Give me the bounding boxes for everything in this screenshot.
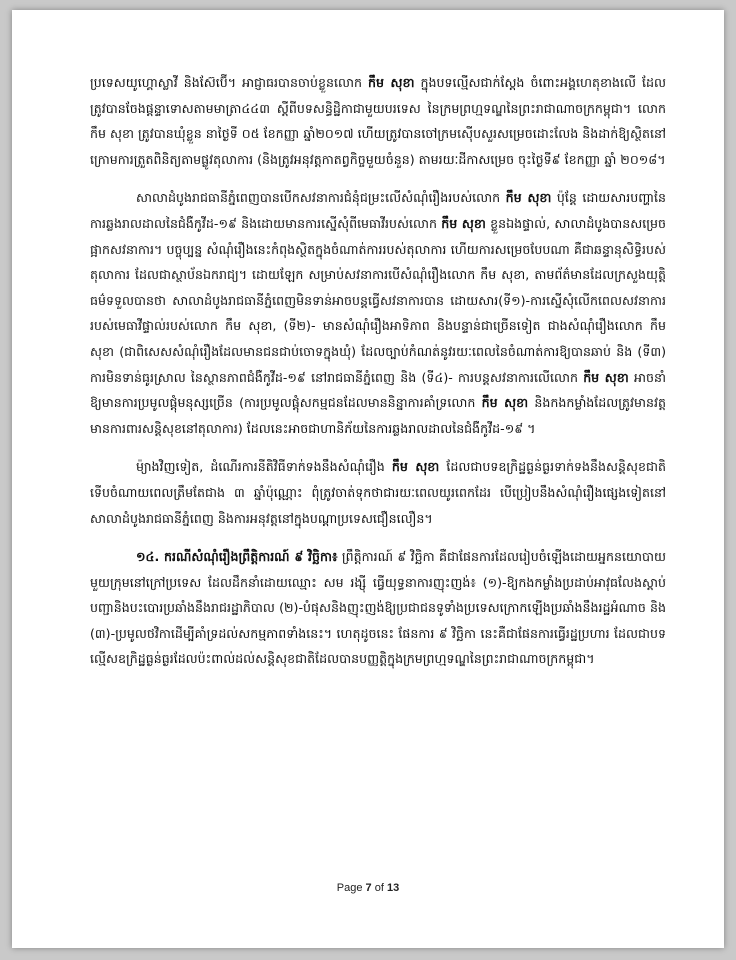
total-page-count: 13 bbox=[386, 882, 400, 894]
page-content bbox=[90, 70, 666, 685]
text-run: ម៉្យាងវិញទៀត, ដំណើរការនីតិវិធីទាក់ទងនឹងសំណុំរឿង bbox=[136, 459, 392, 475]
text-run: ប៉ុន្តែ ដោយសារបញ្ហានៃការឆ្លងរាលដាលនៃជំងឺកូវីដ-១៩ និងដោយមានការស្នើសុំពីមេធាវីរបស់លោក bbox=[90, 190, 667, 231]
text-run: ដែលជាបទឧក្រិដ្ឋធ្ងន់ធ្ងរទាក់ទងនឹងសន្តិសុខជាតិ ទើបចំណាយពេលត្រឹមតែជាង ៣ ឆ្នាំប៉ុណ្ណោះ ពុំត្រូវចាត់ទុកថាជារយៈពេលយូរពេកដែរ បើប្រៀបនឹងសំណុំរឿងផ្សេងទៀតនៅសាលាដំបូងរាជធានីភ្នំពេញ និងការអនុវត្តនៅក្នុងបណ្តាប្រទេសជឿនលឿន។ bbox=[90, 459, 666, 526]
text-run: ខ្លួនឯងផ្ទាល់, សាលាដំបូងបានសម្រេចផ្អាកសវនាការ។ បច្ចុប្បន្ន សំណុំរឿងនេះកំពុងស្ថិតក្នុងចំណាត់ការរបស់តុលាការ ហើយការសម្រេចបែបណា គឺជាឆន្ទានុសិទ្ធិរបស់តុលាការ ដែលជាស្ថាប័នឯករាជ្យ។ ដោយឡែក សម្រាប់សវនាការបើសំណុំរឿងលោក កឹម សុខា, តាមព័ត៌មានដែលក្រសួងយុត្តិធម៌ទទួលបានថា សាលាដំបូងរាជធានីភ្នំពេញមិនទាន់អាចបន្តធ្វើសវនាការបាន ដោយសារ(ទី១)-ការស្នើសុំលើកពេលសវនាការរបស់មេធាវីផ្ទាល់របស់លោក កឹម សុខា, (ទី២)- មានសំណុំរឿងអាទិភាព និងបន្ទាន់ជាច្រើនទៀត ជាងសំណុំរឿងលោក កឹម សុខា (ជាពិសេសសំណុំរឿងដែលមានជនជាប់ចោទក្នុងឃុំ) ដែលច្បាប់កំណត់នូវរយៈពេលនៃចំណាត់ការឱ្យបានឆាប់ និង (ទី៣) ការមិនទាន់ធូរស្រាល នៃស្ថានភាពជំងឺកូវីដ-១៩ នៅរាជធានីភ្នំពេញ និង (ទី៤)- ការបន្តសវនាការលើលោក bbox=[90, 215, 667, 385]
bold-text-run: កឹម សុខា bbox=[583, 369, 629, 385]
footer-middle: of bbox=[371, 882, 387, 894]
current-page-number: 7 bbox=[365, 882, 372, 894]
bold-text-run: កឹម សុខា bbox=[441, 215, 486, 231]
bold-text-run: កឹម សុខា bbox=[505, 190, 552, 206]
paragraph-1 bbox=[90, 70, 666, 172]
text-run: ព្រឹត្តិការណ៍ ៩ វិច្ឆិកា គឺជាផែនការដែលរៀបចំឡើងដោយអ្នកនយោបាយមួយក្រុមនៅក្រៅប្រទេស ដែលដឹកនាំដោយឈ្មោះ សម រង្ស៊ី ធ្វើយុទ្ធនាការញុះញង់៖ (១)-ឱ្យកងកម្លាំងប្រដាប់អាវុធលែងស្តាប់បញ្ជានិងបះបោរប្រឆាំងនឹងរាជរដ្ឋាភិបាល (២)-បំផុសនិងញុះញង់ឱ្យប្រជាជនទូទាំងប្រទេសក្រោកឡើងប្រឆាំងនឹងរដ្ឋអំណាច និង (៣)-ប្រមូលថវិកាដើម្បីគាំទ្រដល់សកម្មភាពទាំងនេះ។ ហេតុដូចនេះ ផែនការ ៩ វិច្ឆិកា នេះគឺជាផែនការធ្វើរដ្ឋប្រហារ ដែលជាបទល្មើសឧក្រិដ្ឋធ្ងន់ធ្ងរដែលប៉ះពាល់ដល់សន្តិសុខជាតិដែលបានបញ្ញត្តិក្នុងក្រមព្រហ្មទណ្ឌនៃព្រះរាជាណាចក្រកម្ពុជា។ bbox=[90, 549, 666, 667]
bold-text-run: កឹម សុខា bbox=[481, 395, 529, 411]
paragraph-2 bbox=[90, 185, 666, 441]
bold-text-run: ១៤. ករណីសំណុំរឿងព្រឹត្តិការណ៍ ៩ វិច្ឆិកា៖ bbox=[136, 549, 338, 565]
footer-prefix: Page bbox=[336, 882, 366, 894]
text-run: ប្រទេសយូហ្គោស្លាវី និងស៊ែប៊ើ។ អាជ្ញាធរបានចាប់ខ្លួនលោក bbox=[90, 75, 369, 90]
bold-text-run: កឹម សុខា bbox=[391, 459, 440, 475]
text-run: សាលាដំបូងរាជធានីភ្នំពេញបានបើកសវនាការជំនុំជម្រះលើសំណុំរឿងរបស់លោក bbox=[136, 190, 506, 206]
paragraph-3 bbox=[90, 454, 666, 531]
text-run: អាចនាំឱ្យមានការប្រមូលផ្តុំមនុស្សច្រើន (ការប្រមូលផ្តុំសកម្មជនដែលមាននិន្នាការគាំទ្រលោក bbox=[90, 369, 666, 411]
section-14-paragraph bbox=[90, 544, 666, 672]
bold-text-run: កឹម សុខា bbox=[368, 75, 415, 90]
page-footer bbox=[12, 882, 724, 894]
text-run: ក្នុងបទល្មើសជាក់ស្តែង ចំពោះអង្គហេតុខាងលើ ដែលត្រូវបានចែងផ្តន្ទាទោសតាមមាត្រា៤៤៣ ស្តីពីបទសន្ធិដ្ឋិកាជាមួយបរទេស នៃក្រមព្រហ្មទណ្ឌនៃព្រះរាជាណាចក្រកម្ពុជា។ លោក កឹម សុខា ត្រូវបានឃុំខ្លួន នាថ្ងៃទី ០៥ ខែកញ្ញា ឆ្នាំ២០១៧ ហើយត្រូវបានចៅក្រមស៊ើបសួរសម្រេចដោះលែង និងដាក់ឱ្យស្ថិតនៅក្រោមការត្រួតពិនិត្យតាមផ្លូវតុលាការ (និងត្រូវអនុវត្តកាតព្វកិច្ចមួយចំនួន) តាមរយៈដីកាសម្រេច ចុះថ្ងៃទី៩ ខែកញ្ញា ឆ្នាំ ២០១៨។ bbox=[90, 75, 666, 167]
document-page bbox=[12, 10, 724, 948]
text-run: និងកងកម្លាំងដែលត្រូវមានវត្តមានការពារសន្តិសុខនៅតុលាការ) ដែលនេះអាចជាហានិភ័យនៃការឆ្លងរាលដាលនៃជំងឺកូវីដ-១៩ ។ bbox=[90, 395, 666, 436]
